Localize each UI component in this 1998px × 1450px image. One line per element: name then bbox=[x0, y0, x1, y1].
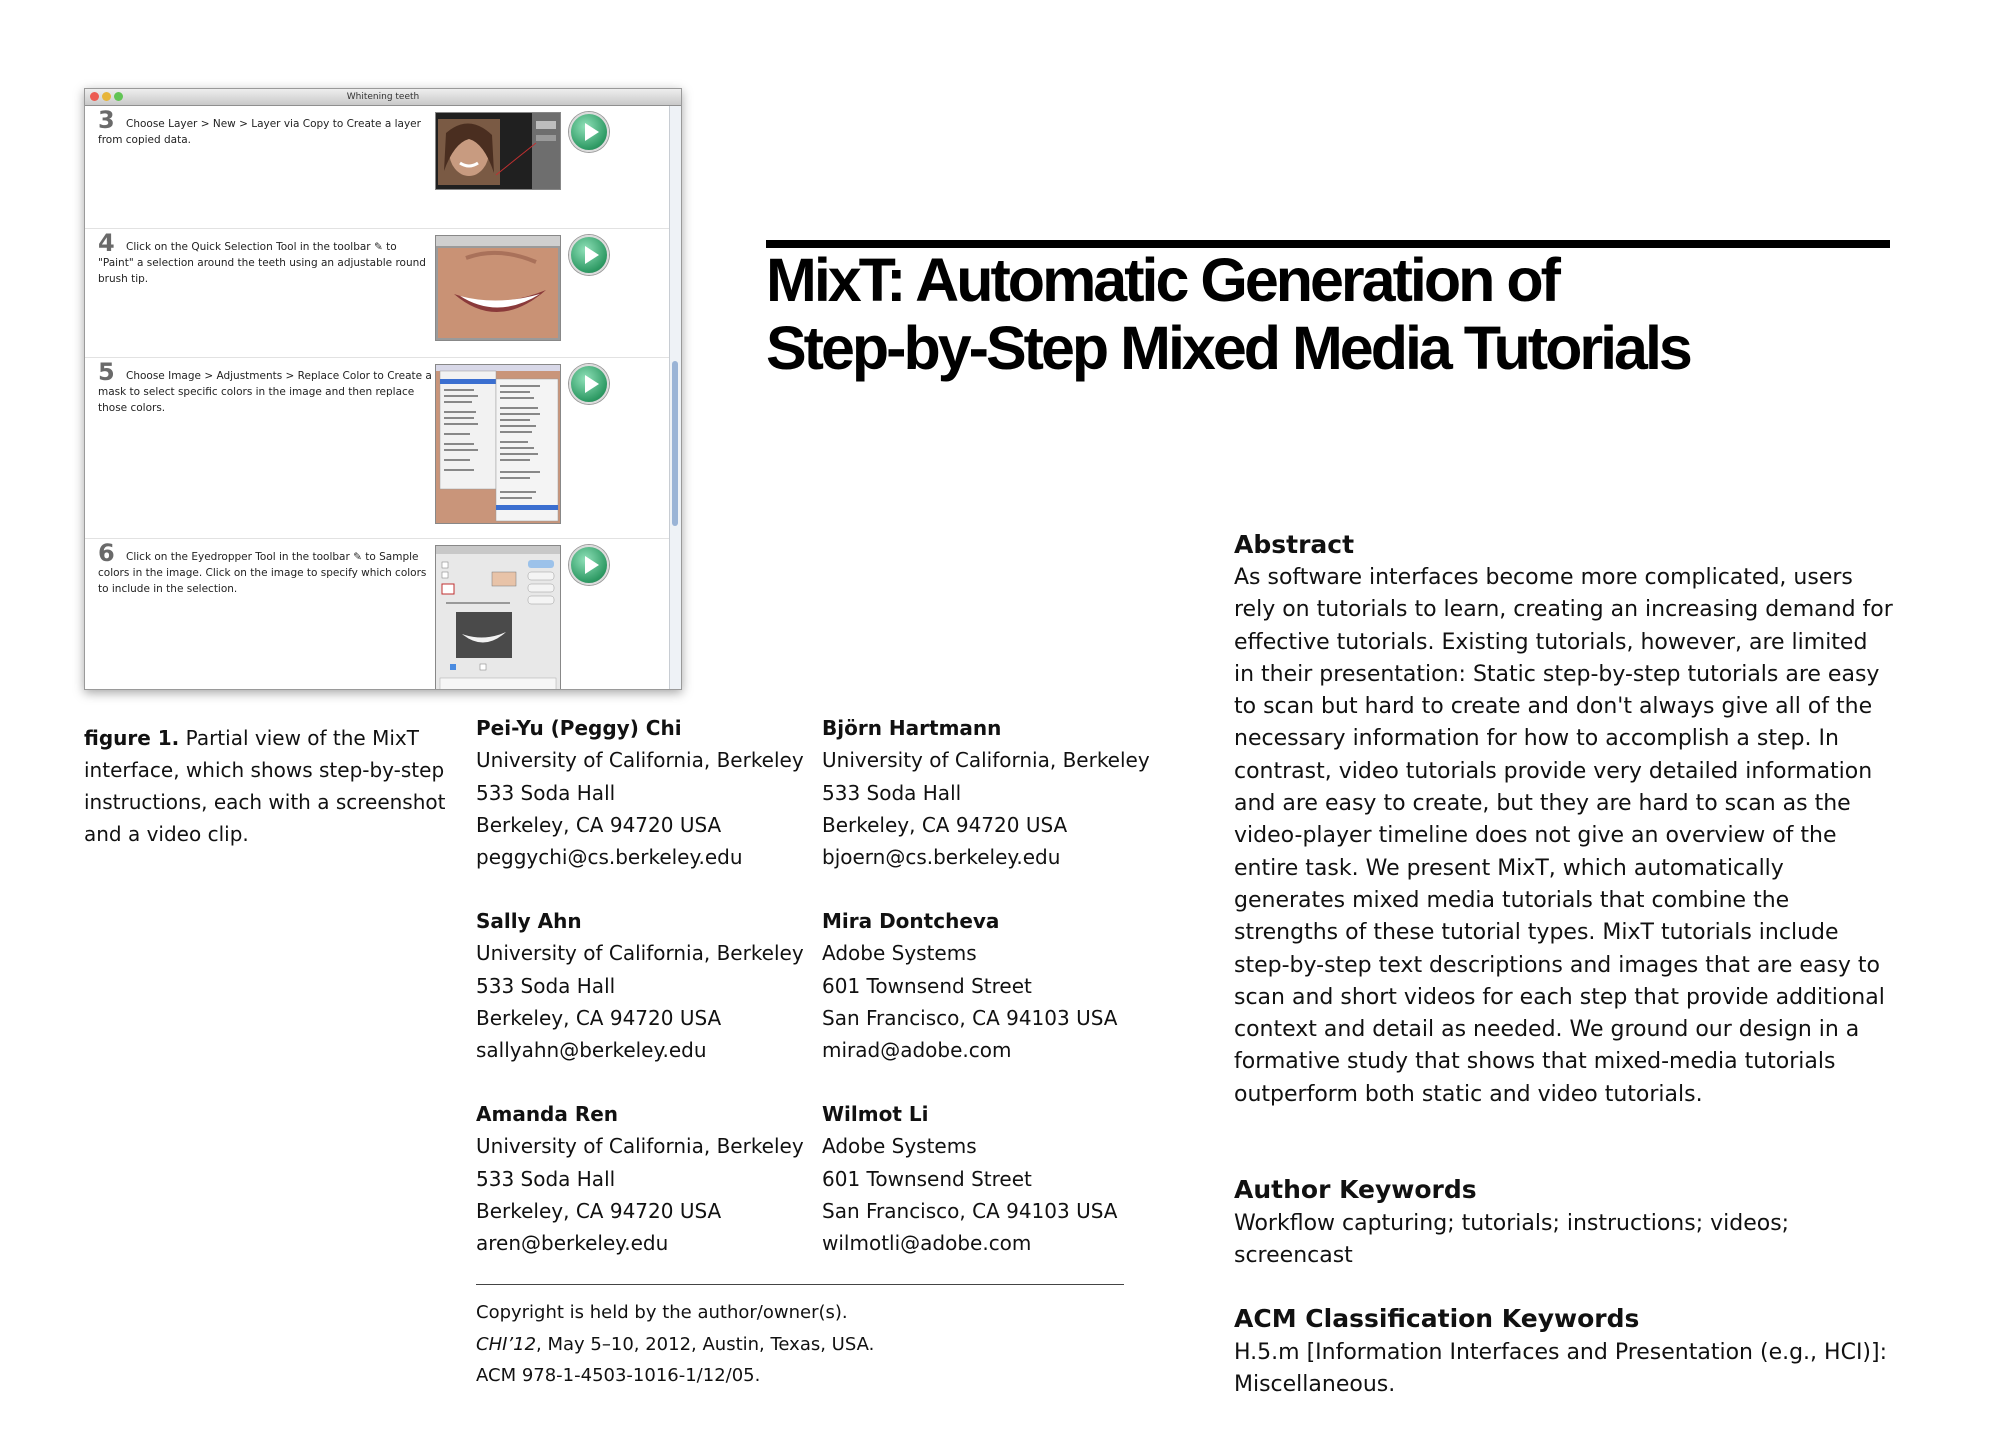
step-screenshot bbox=[435, 112, 561, 190]
step-number: 6 bbox=[98, 539, 115, 567]
zoom-window-button[interactable] bbox=[114, 92, 123, 101]
step-instruction: Click on the Quick Selection Tool in the toolbar ✎ to "Paint" a selection around the teeth using an adjustable round brush tip. bbox=[98, 241, 426, 285]
acm-isbn-line: ACM 978-1-4503-1016-1/12/05. bbox=[476, 1365, 761, 1386]
author-address: 601 Townsend Street bbox=[822, 1166, 1032, 1191]
step-screenshot bbox=[435, 235, 561, 341]
play-video-button[interactable] bbox=[569, 545, 609, 585]
step-number: 3 bbox=[98, 106, 115, 134]
abstract-heading: Abstract bbox=[1234, 530, 1355, 559]
tutorial-step bbox=[85, 106, 669, 229]
author-email: wilmotli@adobe.com bbox=[822, 1231, 1032, 1256]
author-affiliation: Adobe Systems bbox=[822, 1134, 977, 1159]
step-number: 4 bbox=[98, 229, 115, 257]
author-affiliation: University of California, Berkeley bbox=[476, 941, 804, 966]
author-block bbox=[822, 1098, 1162, 1259]
author-email: aren@berkeley.edu bbox=[476, 1231, 669, 1256]
author-city: San Francisco, CA 94103 USA bbox=[822, 1198, 1118, 1223]
conference-line bbox=[476, 1329, 874, 1361]
author-name: Pei-Yu (Peggy) Chi bbox=[476, 716, 682, 740]
author-affiliation: University of California, Berkeley bbox=[476, 1134, 804, 1159]
author-email: sallyahn@berkeley.edu bbox=[476, 1038, 707, 1063]
author-city: Berkeley, CA 94720 USA bbox=[476, 1198, 722, 1223]
window-titlebar bbox=[85, 89, 681, 106]
author-email: bjoern@cs.berkeley.edu bbox=[822, 845, 1061, 870]
author-name: Wilmot Li bbox=[822, 1102, 929, 1126]
author-block bbox=[822, 712, 1162, 873]
author-block bbox=[822, 905, 1162, 1066]
abstract-text: As software interfaces become more complicated, users rely on tutorials to learn, creating an increasing demand for effective tutorials. Existing tutorials, however, are limited in their presentation: Static step-by-step tutorials are easy to scan but hard to create and don't always give all of the necessary information for how to accomplish a step. In contrast, video tutorials provide very detailed information and are easy to create, but they are hard to scan as the video-player timeline does not give an overview of the entire task. We present MixT, which automatically generates mixed media tutorials that combine the strengths of these tutorial types. MixT tutorials include step-by-step text descriptions and images that are easy to scan and short videos for each step that provide additional context and detail as needed. We ground our design in a formative study that shows that mixed-media tutorials outperform both static and video tutorials. bbox=[1234, 565, 1893, 1107]
author-block bbox=[476, 1098, 816, 1259]
figure-caption-text: Partial view of the MixT interface, which shows step-by-step instructions, each with a screenshot and a video clip. bbox=[84, 726, 446, 846]
figure-screenshot-window bbox=[84, 88, 682, 690]
play-video-button[interactable] bbox=[569, 112, 609, 152]
author-city: San Francisco, CA 94103 USA bbox=[822, 1005, 1118, 1030]
copyright-line: Copyright is held by the author/owner(s). bbox=[476, 1302, 848, 1323]
author-name: Sally Ahn bbox=[476, 909, 582, 933]
author-affiliation: University of California, Berkeley bbox=[822, 748, 1150, 773]
figure-caption-label: figure 1. bbox=[84, 726, 180, 750]
author-keywords-heading: Author Keywords bbox=[1234, 1175, 1477, 1204]
author-city: Berkeley, CA 94720 USA bbox=[822, 812, 1068, 837]
author-address: 601 Townsend Street bbox=[822, 973, 1032, 998]
play-video-button[interactable] bbox=[569, 235, 609, 275]
step-instruction: Click on the Eyedropper Tool in the toolbar ✎ to Sample colors in the image. Click on the image to specify which colors to include in the selection. bbox=[98, 551, 427, 595]
step-number: 5 bbox=[98, 358, 115, 386]
acm-keywords-text: H.5.m [Information Interfaces and Presentation (e.g., HCI)]: Miscellaneous. bbox=[1234, 1340, 1888, 1398]
copyright-notice bbox=[476, 1297, 874, 1392]
minimize-window-button[interactable] bbox=[102, 92, 111, 101]
tutorial-step bbox=[85, 539, 669, 690]
author-email: mirad@adobe.com bbox=[822, 1038, 1012, 1063]
author-city: Berkeley, CA 94720 USA bbox=[476, 812, 722, 837]
author-affiliation: University of California, Berkeley bbox=[476, 748, 804, 773]
author-keywords-text: Workflow capturing; tutorials; instructions; videos; screencast bbox=[1234, 1211, 1790, 1269]
author-address: 533 Soda Hall bbox=[476, 780, 616, 805]
conference-details: , May 5–10, 2012, Austin, Texas, USA. bbox=[536, 1333, 875, 1355]
author-city: Berkeley, CA 94720 USA bbox=[476, 1005, 722, 1030]
close-window-button[interactable] bbox=[90, 92, 99, 101]
author-email: peggychi@cs.berkeley.edu bbox=[476, 845, 743, 870]
paper-title-line-2: Step-by-Step Mixed Media Tutorials bbox=[766, 314, 1690, 382]
step-screenshot bbox=[435, 545, 561, 690]
author-affiliation: Adobe Systems bbox=[822, 941, 977, 966]
author-address: 533 Soda Hall bbox=[822, 780, 962, 805]
copyright-divider bbox=[476, 1284, 1124, 1285]
author-block bbox=[476, 905, 816, 1066]
scrollbar-thumb[interactable] bbox=[672, 361, 678, 526]
author-address: 533 Soda Hall bbox=[476, 1166, 616, 1191]
author-block bbox=[476, 712, 816, 873]
author-name: Mira Dontcheva bbox=[822, 909, 1000, 933]
scrollbar[interactable] bbox=[669, 106, 681, 690]
paper-title bbox=[766, 246, 1890, 382]
author-name: Björn Hartmann bbox=[822, 716, 1002, 740]
tutorial-step bbox=[85, 229, 669, 358]
conference-name: CHI’12 bbox=[476, 1333, 537, 1355]
tutorial-step bbox=[85, 358, 669, 539]
author-address: 533 Soda Hall bbox=[476, 973, 616, 998]
step-instruction: Choose Image > Adjustments > Replace Color to Create a mask to select specific colors in the image and then replace those colors. bbox=[98, 370, 432, 414]
paper-title-line-1: MixT: Automatic Generation of bbox=[766, 246, 1558, 314]
tutorial-steps-list bbox=[85, 106, 681, 690]
acm-keywords-heading: ACM Classification Keywords bbox=[1234, 1304, 1640, 1333]
step-instruction: Choose Layer > New > Layer via Copy to Create a layer from copied data. bbox=[98, 118, 421, 146]
figure-caption bbox=[84, 722, 464, 850]
author-name: Amanda Ren bbox=[476, 1102, 619, 1126]
play-video-button[interactable] bbox=[569, 364, 609, 404]
window-title: Whitening teeth bbox=[346, 92, 420, 102]
step-screenshot bbox=[435, 364, 561, 524]
